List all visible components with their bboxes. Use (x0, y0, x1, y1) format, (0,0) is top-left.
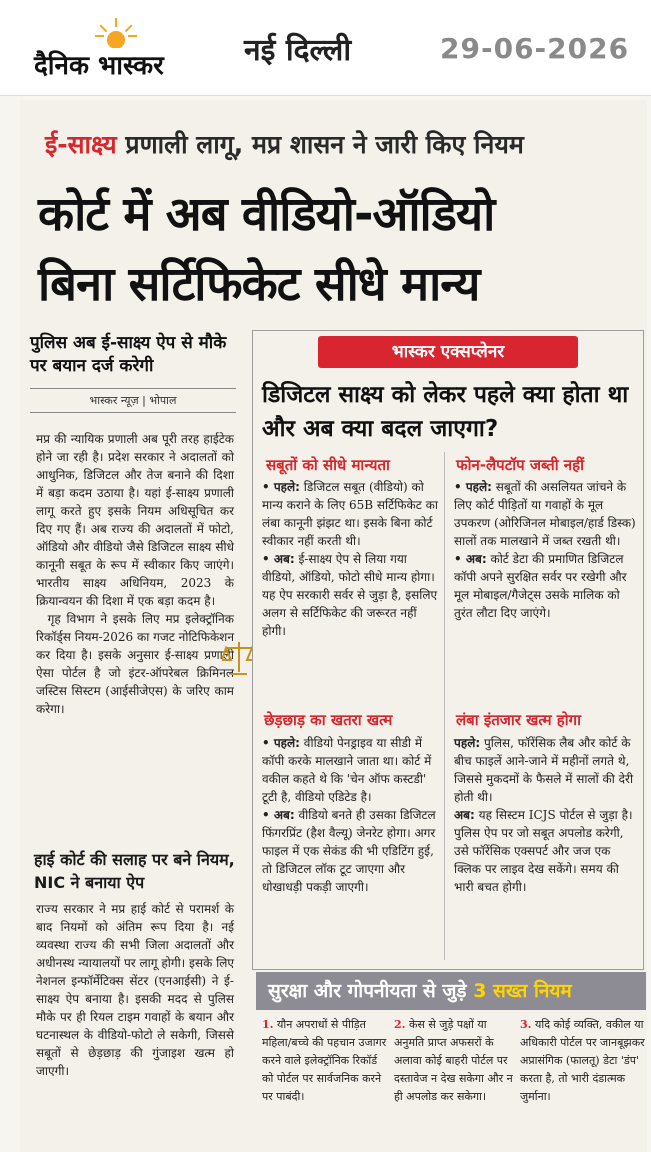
after-label: अब: (454, 808, 475, 822)
justice-scale-icon (222, 638, 256, 678)
rules-title (268, 977, 648, 1003)
rules-title-text: सुरक्षा और गोपनीयता से जुड़े (268, 980, 474, 1002)
newspaper-logo (34, 18, 204, 81)
explainer-question: डिजिटल साक्ष्य को लेकर पहले क्या होता था और अब क्या बदल जाएगा? (262, 382, 629, 442)
section-body-3 (262, 734, 440, 896)
rule-text: यौन अपराधों से पीड़ित महिला/बच्चे की पहचान उजागर करने वाले इलेक्ट्रॉनिक रिकॉर्ड को पोर्टल पर सार्वजनिक करने पर पाबंदी। (262, 1018, 387, 1103)
section-body-2 (454, 478, 636, 622)
after-label: • अब: (262, 552, 295, 566)
before-label: • पहले: (454, 480, 492, 494)
subheadline: पुलिस अब ई-साक्ष्य ऐप से मौके पर बयान दर्ज करेगी (30, 333, 227, 376)
before-text: डिजिटल सबूत (वीडियो) को मान्य कराने के लिए 65B सर्टिफिकेट का लंबा कानूनी झंझट था। इसके बिना कोर्ट स्वीकार नहीं करती थी। (262, 480, 438, 548)
section-body-4 (454, 734, 636, 896)
after-label: • अब: (262, 808, 295, 822)
section-heading-2: फोन-लैपटॉप जब्ती नहीं (456, 456, 584, 474)
masthead (0, 0, 651, 96)
before-text: सबूतों की असलियत जांचने के लिए कोर्ट पीड़ितों या गवाहों के मूल उपकरण (ओरिजिनल मोबाइल/हार्ड डिस्क) सालों तक मालखाने में जब्त रखती थी। (454, 480, 636, 548)
edition-date: 29-06-2026 (440, 32, 630, 65)
after-text: ई-साक्ष्य ऐप से लिया गया वीडियो, ऑडियो, फोटो सीधे मान्य होगा। यह ऐप सरकारी सर्वर से जुड़ा है, इसलिए अलग से सर्टिफिकेट की जरूरत नहीं होगी। (262, 552, 438, 638)
before-label: पहले: (454, 736, 481, 750)
rule-number: 1. (262, 1018, 274, 1031)
before-text: पुलिस, फॉरेंसिक लैब और कोर्ट के बीच फाइलें आने-जाने में महीनों लगते थे, जिससे मुकदमों के फैसले में सालों की देरी होती थी। (454, 736, 634, 804)
article-paragraph (36, 430, 234, 718)
before-label: • पहले: (262, 736, 300, 750)
sun-icon (94, 18, 138, 48)
kicker-text: प्रणाली लागू, मप्र शासन ने जारी किए नियम (116, 130, 524, 159)
section-heading-4: लंबा इंतजार खत्म होगा (456, 711, 581, 729)
explainer-tag: भास्कर एक्सप्लेनर (318, 336, 578, 368)
section-heading-3: छेड़छाड़ का खतरा खत्म (264, 711, 393, 729)
after-label: • अब: (454, 552, 487, 566)
headline-line-2: बिना सर्टिफिकेट सीधे मान्य (38, 257, 480, 312)
rule-number: 2. (394, 1018, 406, 1031)
column-divider (444, 452, 445, 960)
paragraph-1: मप्र की न्यायिक प्रणाली अब पूरी तरह हाईटेक होने जा रही है। प्रदेश सरकार ने अदालतों को आधुनिक, डिजिटल और तेज बनाने की दिशा में बड़ा कदम उठाया है। यहां ई-साक्ष्य प्रणाली लागू करते हुए इसके नियम अधिसूचित कर दिए गए हैं। अब राज्य की अदालतों में फोटो, ऑडियो और वीडियो जैसे डिजिटल साक्ष्य सीधे कानूनी सबूत के रूप में स्वीकार किए जाएंगे। भारतीय साक्ष्य अधिनियम, 2023 के क्रियान्वयन की दिशा में एक बड़ा कदम है। (36, 432, 234, 608)
paragraph-3: राज्य सरकार ने मप्र हाई कोर्ट से परामर्श के बाद नियमों को अंतिम रूप दिया है। नई व्यवस्था राज्य की सभी जिला अदालतों और अधीनस्थ न्यायालयों पर लागू होगी। इसके लिए नेशनल इन्फॉर्मेटिक्स सेंटर (एनआईसी) ने ई-साक्ष्य ऐप बनाया है। इसकी मदद से पुलिस मौके पर ही रियल टाइम गवाहों के बयान और घटनास्थल के वीडियो-फोटो ले सकेगी, जिससे सबूतों से छेड़छाड़ की गुंजाइश खत्म हो जाएगी। (36, 902, 234, 1078)
after-text: वीडियो बनते ही उसका डिजिटल फिंगरप्रिंट (हैश वैल्यू) जेनरेट होगा। अगर फाइल में एक सेकंड की भी एडिटिंग हुई, तो डिजिटल लॉक टूट जाएगा और धोखाधड़ी पकड़ी जाएगी। (262, 808, 436, 894)
kicker-highlight: ई-साक्ष्य (45, 130, 117, 159)
rule-text: केस से जुड़े पक्षों या अनुमति प्राप्त अफसरों के अलावा कोई बाहरी पोर्टल पर दस्तावेज न देख सकेगा और न ही अपलोड कर सकेगा। (394, 1018, 513, 1103)
rule-text: यदि कोई व्यक्ति, वकील या अधिकारी पोर्टल पर जानबूझकर अप्रासंगिक (फालतू) डेटा 'डंप' करता है, तो भारी दंडात्मक जुर्माना। (520, 1018, 645, 1103)
paragraph-2: गृह विभाग ने इसके लिए मप्र इलेक्ट्रॉनिक रिकॉर्ड्स नियम-2026 का गजट नोटिफिकेशन कर दिया है। इसके अनुसार ई-साक्ष्य प्रणाली ऐसा पोर्टल है जो इंटर-ऑपरेबल क्रिमिनल जस्टिस सिस्टम (आईसीजेएस) के जरिए काम करेगा। (36, 612, 234, 716)
section-body-1 (262, 478, 440, 640)
left-column (30, 332, 236, 413)
section-heading: हाई कोर्ट की सलाह पर बने नियम, NIC ने बनाया ऐप (34, 850, 235, 892)
rule-number: 3. (520, 1018, 532, 1031)
logo-text: दैनिक भास्कर (34, 51, 164, 81)
after-text: यह सिस्टम ICJS पोर्टल से जुड़ा है। पुलिस ऐप पर जो सबूत अपलोड करेगी, उसे फॉरेंसिक एक्सपर्ट और जज एक क्लिक पर लाइव देख सकेंगे। समय की भारी बचत होगी। (454, 808, 633, 894)
before-label: • पहले: (262, 480, 300, 494)
before-text: वीडियो पेनड्राइव या सीडी में कॉपी करके मालखाने जाता था। कोर्ट में वकील कहते थे कि 'चेन ऑफ कस्टडी' टूटी है, वीडियो एडिटेड है। (262, 736, 432, 804)
city-name: नई दिल्ली (244, 33, 352, 68)
rule-item-2 (394, 1016, 520, 1106)
section-heading-1: सबूतों को सीधे मान्यता (266, 456, 390, 474)
rule-item-3 (520, 1016, 646, 1106)
kicker (45, 127, 645, 161)
headline-line-1: कोर्ट में अब वीडियो-ऑडियो (38, 187, 495, 242)
rule-item-1 (262, 1016, 388, 1106)
rules-title-highlight: 3 सख्त नियम (473, 980, 572, 1002)
byline: भास्कर न्यूज़ | भोपाल (30, 388, 236, 413)
after-text: कोर्ट डेटा की प्रमाणित डिजिटल कॉपी अपने सुरक्षित सर्वर पर रखेगी और मूल मोबाइल/गैजेट्स उसके मालिक को तुरंत लौटा दिए जाएंगे। (454, 552, 627, 620)
